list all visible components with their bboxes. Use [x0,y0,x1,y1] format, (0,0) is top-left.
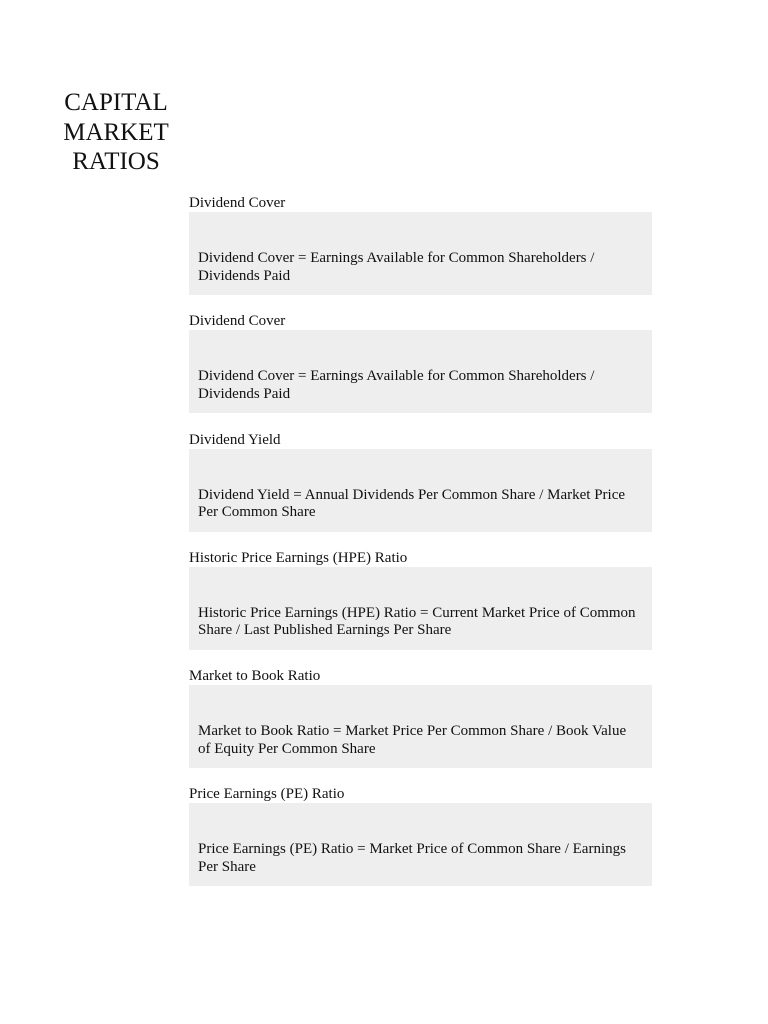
page-title [56,88,176,177]
formula-box [189,685,652,768]
formula-text: of Equity Per Common Share [198,740,376,757]
page-title-line: CAPITAL [64,89,168,116]
ratio-heading: Historic Price Earnings (HPE) Ratio [189,549,408,566]
formula-text: Market to Book Ratio = Market Price Per Common Share / Book Value [198,723,627,740]
ratio-section [189,312,652,430]
formula-box [189,212,652,295]
ratio-heading: Price Earnings (PE) Ratio [189,786,345,803]
formula-text: Per Common Share [198,504,316,521]
formula-text: Dividend Cover = Earnings Available for Common Shareholders / [198,250,595,266]
page-title-line: RATIOS [72,148,160,175]
formula-text: Dividend Yield = Annual Dividends Per Common Share / Market Price [198,486,626,503]
ratio-list [189,194,652,904]
ratio-section [189,431,652,549]
formula-text: Price Earnings (PE) Ratio = Market Price of Common Share / Earnings [198,841,626,858]
page-title-line: MARKET [63,118,169,146]
ratio-heading: Dividend Cover [189,313,286,330]
formula-text: Dividends Paid [198,385,291,402]
formula-box [189,449,652,532]
ratio-section [189,785,652,903]
ratio-section [189,194,652,312]
ratio-heading: Dividend Cover [189,195,286,211]
ratio-heading: Market to Book Ratio [189,668,321,685]
formula-box [189,567,652,650]
formula-box [189,330,652,413]
formula-text: Share / Last Published Earnings Per Share [198,622,452,639]
formula-text: Dividend Cover = Earnings Available for Common Shareholders / [198,368,595,385]
ratio-section [189,667,652,785]
ratio-section [189,549,652,667]
formula-box [189,803,652,886]
ratio-heading: Dividend Yield [189,431,281,448]
formula-text: Per Share [198,858,256,875]
formula-text: Historic Price Earnings (HPE) Ratio = Current Market Price of Common [198,604,636,621]
formula-text: Dividends Paid [198,267,291,284]
